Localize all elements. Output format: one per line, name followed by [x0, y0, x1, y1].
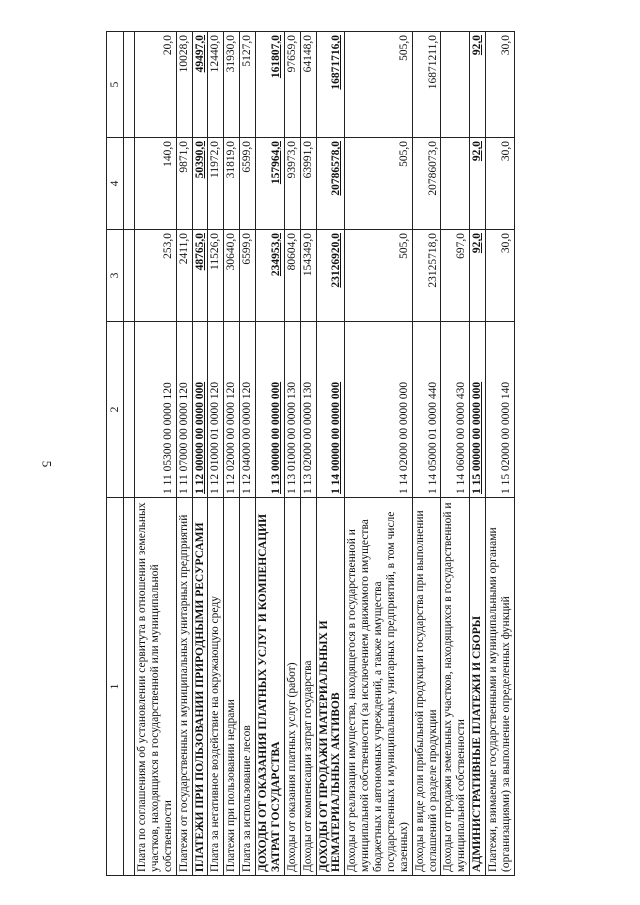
header-cell-3: 3	[107, 230, 124, 322]
row-value-col4: 9871,0	[176, 138, 192, 230]
table-row	[412, 32, 441, 876]
table-row	[240, 32, 256, 876]
row-value-col4: 50390,0	[192, 138, 208, 230]
row-code-cell: 1 11 07000 00 0000 120	[176, 322, 192, 498]
table-row	[284, 32, 300, 876]
row-name-cell: ДОХОДЫ ОТ ОКАЗАНИЯ ПЛАТНЫХ УСЛУГ И КОМПЕНСАЦИИ ЗАТРАТ ГОСУДАРСТВА	[256, 498, 285, 876]
row-value-col4: 92,0	[470, 138, 486, 230]
row-code-cell: 1 14 05000 01 0000 440	[412, 322, 441, 498]
row-value-col4: 30,0	[486, 138, 515, 230]
row-value-col4: 20786073,0	[412, 138, 441, 230]
table-row	[441, 32, 470, 876]
table-row	[316, 32, 345, 876]
row-value-col5: 31930,0	[224, 32, 240, 138]
header-cell-4: 4	[107, 138, 124, 230]
table-row	[135, 32, 177, 876]
row-name-cell: АДМИНИСТРАТИВНЫЕ ПЛАТЕЖИ И СБОРЫ	[470, 498, 486, 876]
row-value-col5: 16871211,0	[412, 32, 441, 138]
table-row	[486, 32, 515, 876]
header-cell-5: 5	[107, 32, 124, 138]
row-value-col3: 92,0	[470, 230, 486, 322]
row-code-cell: 1 12 02000 00 0000 120	[224, 322, 240, 498]
row-value-col4: 11972,0	[208, 138, 224, 230]
row-value-col3: 234953,0	[256, 230, 285, 322]
header-cell-2: 2	[107, 322, 124, 498]
row-code-cell: 1 14 06000 00 0000 430	[441, 322, 470, 498]
spacer-row	[124, 32, 135, 876]
row-value-col5: 30,0	[486, 32, 515, 138]
header-cell-1: 1	[107, 498, 124, 876]
revenue-table	[106, 31, 515, 876]
row-name-cell: Платежи от государственных и муниципальных унитарных предприятий	[176, 498, 192, 876]
row-code-cell: 1 13 01000 00 0000 130	[284, 322, 300, 498]
row-value-col5: 64148,0	[300, 32, 316, 138]
row-value-col4: 505,0	[345, 138, 412, 230]
row-value-col3: 30,0	[486, 230, 515, 322]
row-value-col4: 157964,0	[256, 138, 285, 230]
row-value-col3: 154349,0	[300, 230, 316, 322]
row-value-col4: 63991,0	[300, 138, 316, 230]
row-value-col4: 20786578,0	[316, 138, 345, 230]
row-value-col3: 6599,0	[240, 230, 256, 322]
row-value-col3: 697,0	[441, 230, 470, 322]
row-code-cell: 1 12 04000 00 0000 120	[240, 322, 256, 498]
row-name-cell: Доходы от компенсации затрат государства	[300, 498, 316, 876]
row-value-col5: 92,0	[470, 32, 486, 138]
row-value-col5: 97659,0	[284, 32, 300, 138]
row-value-col5: 5127,0	[240, 32, 256, 138]
row-value-col5: 20,0	[135, 32, 177, 138]
row-value-col3: 30640,0	[224, 230, 240, 322]
row-name-cell: Плата за негативное воздействие на окружающую среду	[208, 498, 224, 876]
row-name-cell: Плата по соглашениям об установлении сервитута в отношении земельных участков, находящихся в государственной или муниципальной собственности	[135, 498, 177, 876]
row-code-cell: 1 14 00000 00 0000 000	[316, 322, 345, 498]
table-row	[256, 32, 285, 876]
table-row	[176, 32, 192, 876]
table-row	[192, 32, 208, 876]
row-value-col5: 49497,0	[192, 32, 208, 138]
table-row	[470, 32, 486, 876]
row-code-cell: 1 14 02000 00 0000 000	[345, 322, 412, 498]
row-value-col3: 80604,0	[284, 230, 300, 322]
table-row	[208, 32, 224, 876]
row-value-col4: 31819,0	[224, 138, 240, 230]
row-name-cell: Платежи, взимаемые государственными и муниципальными органами (организациями) за выполнение определенных функций	[486, 498, 515, 876]
row-code-cell: 1 12 01000 01 0000 120	[208, 322, 224, 498]
row-value-col4: 93973,0	[284, 138, 300, 230]
page-number: 5	[39, 460, 55, 468]
row-code-cell: 1 12 00000 00 0000 000	[192, 322, 208, 498]
row-name-cell: Платежи при пользовании недрами	[224, 498, 240, 876]
row-code-cell: 1 13 00000 00 0000 000	[256, 322, 285, 498]
row-value-col3: 11526,0	[208, 230, 224, 322]
row-name-cell: Доходы от реализации имущества, находящегося в государственной и муниципальной собственности (за исключением движимого имущества бюджетных и автономных учреждений, а также имущества государственных и муниципальных унитарных предприятий, в том числе казенных)	[345, 498, 412, 876]
row-value-col5	[441, 32, 470, 138]
table-row	[224, 32, 240, 876]
row-name-cell: Доходы от продажи земельных участков, находящихся в государственной и муниципальной собственности	[441, 498, 470, 876]
rotated-table-area	[106, 32, 569, 876]
row-value-col3: 253,0	[135, 230, 177, 322]
row-name-cell: ДОХОДЫ ОТ ПРОДАЖИ МАТЕРИАЛЬНЫХ И НЕМАТЕРИАЛЬНЫХ АКТИВОВ	[316, 498, 345, 876]
row-value-col3: 505,0	[345, 230, 412, 322]
row-value-col5: 161807,0	[256, 32, 285, 138]
row-code-cell: 1 15 00000 00 0000 000	[470, 322, 486, 498]
row-value-col5: 12440,0	[208, 32, 224, 138]
row-value-col3: 23125718,0	[412, 230, 441, 322]
table-row	[345, 32, 412, 876]
row-name-cell: Доходы в виде доли прибыльной продукции государства при выполнении соглашений о разделе продукции	[412, 498, 441, 876]
row-name-cell: ПЛАТЕЖИ ПРИ ПОЛЬЗОВАНИИ ПРИРОДНЫМИ РЕСУРСАМИ	[192, 498, 208, 876]
table-row	[300, 32, 316, 876]
row-value-col3: 2411,0	[176, 230, 192, 322]
row-value-col4: 6599,0	[240, 138, 256, 230]
row-value-col5: 16871716,0	[316, 32, 345, 138]
row-code-cell: 1 15 02000 00 0000 140	[486, 322, 515, 498]
row-name-cell: Доходы от оказания платных услуг (работ)	[284, 498, 300, 876]
header-row	[107, 32, 124, 876]
row-value-col3: 48765,0	[192, 230, 208, 322]
table-body	[124, 32, 515, 876]
row-value-col5: 505,0	[345, 32, 412, 138]
row-value-col5: 10028,0	[176, 32, 192, 138]
table-wrapper	[106, 32, 569, 876]
row-value-col4: 140,0	[135, 138, 177, 230]
row-name-cell: Плата за использование лесов	[240, 498, 256, 876]
row-code-cell: 1 13 02000 00 0000 130	[300, 322, 316, 498]
row-value-col4	[441, 138, 470, 230]
row-code-cell: 1 11 05300 00 0000 120	[135, 322, 177, 498]
row-value-col3: 23126920,0	[316, 230, 345, 322]
